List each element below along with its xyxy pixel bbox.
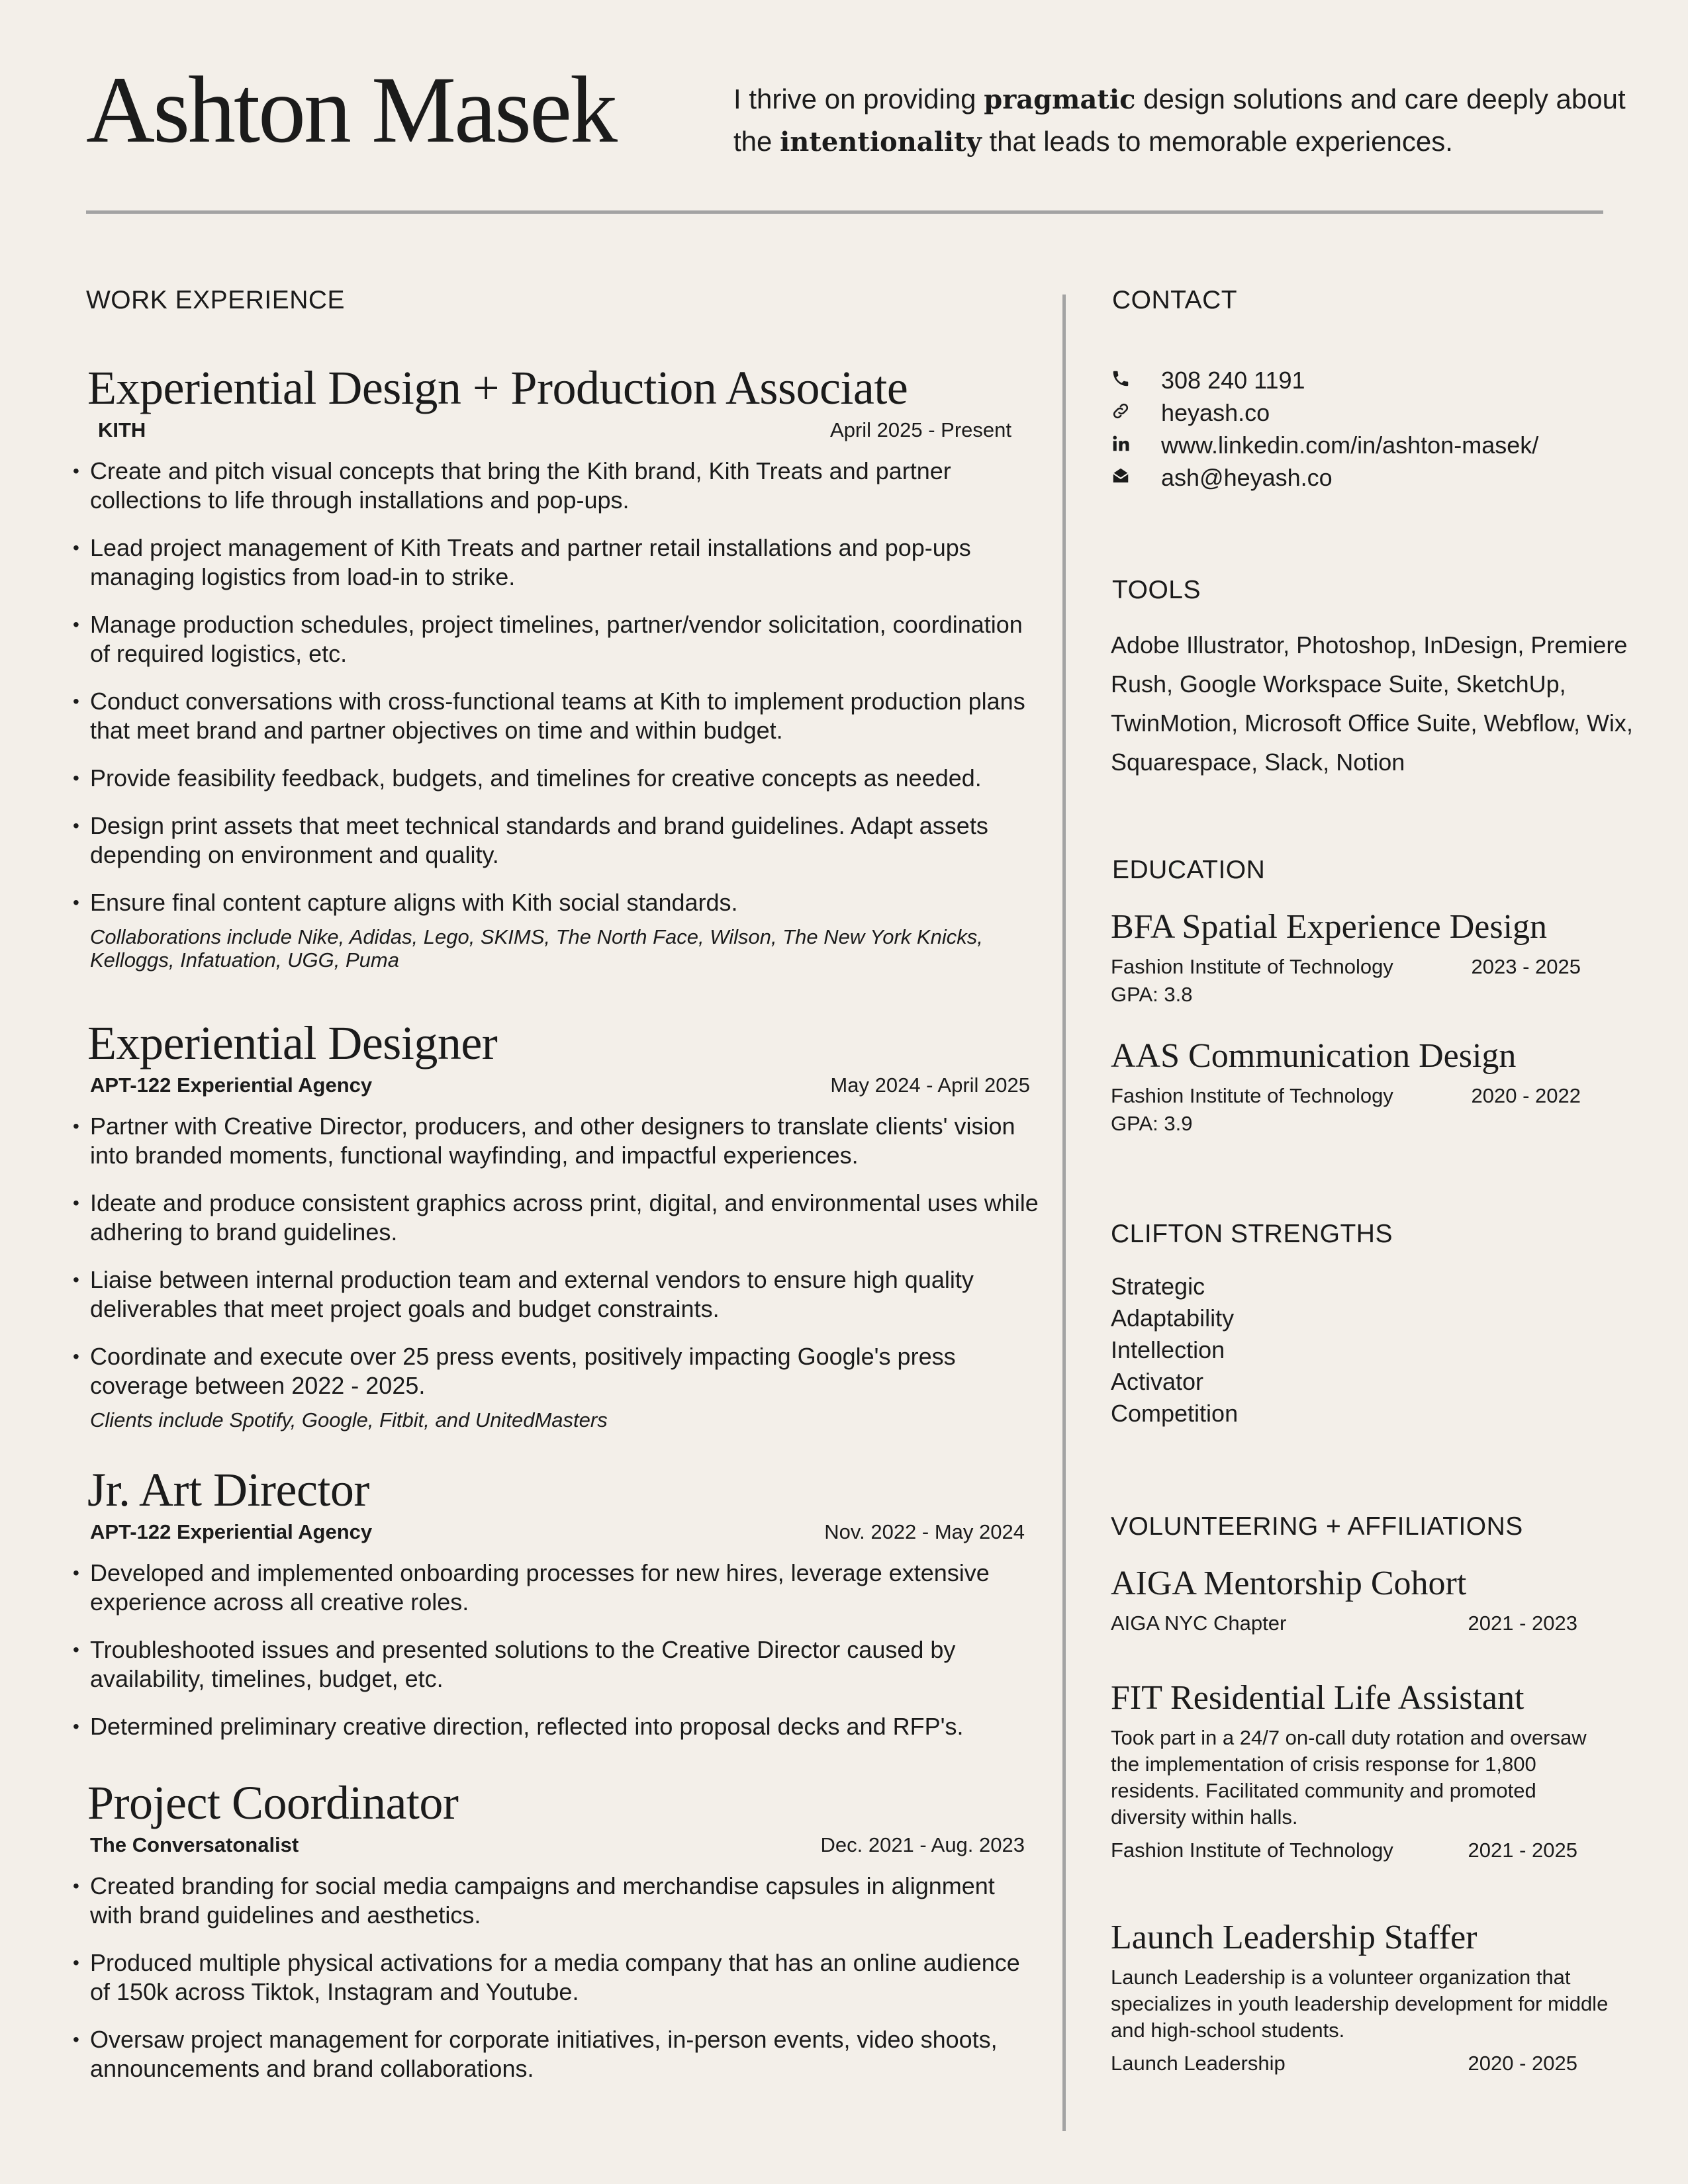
volunteer-description: Took part in a 24/7 on-call duty rotation and oversaw the implementation of crisis response for 1,800 residents. Facilitated community and promoted diversity within halls. bbox=[1111, 1726, 1587, 1829]
volunteering-heading: VOLUNTEERING + AFFILIATIONS bbox=[1111, 1512, 1523, 1541]
bullet-item: • Oversaw project management for corporate initiatives, in-person events, video shoots, announcements and brand collaborations. bbox=[73, 2025, 1039, 2083]
header-divider bbox=[86, 210, 1603, 214]
bullet-item: • Lead project management of Kith Treats and partner retail installations and pop-ups managing logistics from load-in to strike. bbox=[73, 533, 1039, 592]
job-bullets bbox=[73, 457, 1039, 917]
job-title: Experiential Designer bbox=[87, 1017, 498, 1069]
work-experience-heading: WORK EXPERIENCE bbox=[86, 286, 346, 314]
tagline bbox=[733, 78, 1647, 163]
bullet-item: • Provide feasibility feedback, budgets, and timelines for creative concepts as needed. bbox=[73, 764, 1039, 793]
job-company: KITH bbox=[98, 418, 146, 441]
job-dates: Dec. 2021 - Aug. 2023 bbox=[820, 1833, 1025, 1856]
tagline-text: I thrive on providing bbox=[733, 83, 984, 114]
link-icon bbox=[1111, 399, 1161, 427]
job-dates: May 2024 - April 2025 bbox=[830, 1073, 1030, 1097]
education-years: 2020 - 2022 bbox=[1471, 1084, 1581, 1107]
tagline-emphasis: pragmatic bbox=[984, 84, 1136, 115]
bullet-item: • Liaise between internal production team and external vendors to ensure high quality deliverables that meet project goals and budget constraints. bbox=[73, 1265, 1039, 1324]
degree-title: BFA Spatial Experience Design bbox=[1111, 908, 1548, 946]
volunteer-title: AIGA Mentorship Cohort bbox=[1111, 1565, 1467, 1602]
job-meta bbox=[90, 1833, 1030, 1857]
volunteer-meta bbox=[1111, 1839, 1577, 1862]
job-note: Collaborations include Nike, Adidas, Lego, SKIMS, The North Face, Wilson, The New York Knicks, Kelloggs, Infatuation, UGG, Puma bbox=[90, 925, 983, 972]
bullet-item: • Created branding for social media campaigns and merchandise capsules in alignment with brand guidelines and aesthetics. bbox=[73, 1872, 1039, 1930]
job-title: Project Coordinator bbox=[87, 1776, 459, 1829]
volunteer-years: 2021 - 2023 bbox=[1468, 1612, 1577, 1635]
job-bullets bbox=[73, 1559, 1039, 1741]
bullet-item: • Coordinate and execute over 25 press events, positively impacting Google's press coverage between 2022 - 2025. bbox=[73, 1342, 1039, 1400]
job-title: Experiential Design + Production Associate bbox=[87, 361, 908, 414]
website-link[interactable]: heyash.co bbox=[1161, 398, 1270, 426]
volunteer-years: 2021 - 2025 bbox=[1468, 1839, 1577, 1862]
phone-number[interactable]: 308 240 1191 bbox=[1161, 366, 1305, 394]
contact-linkedin bbox=[1111, 429, 1640, 461]
education-years: 2023 - 2025 bbox=[1471, 955, 1581, 978]
volunteer-entry bbox=[1111, 1681, 1640, 1862]
bullet-item: • Partner with Creative Director, producers, and other designers to translate clients' vision into branded moments, functional wayfinding, and impactful experiences. bbox=[73, 1112, 1039, 1170]
job-company: The Conversatonalist bbox=[90, 1833, 299, 1856]
strength-item: Adaptability bbox=[1111, 1304, 1235, 1332]
job-company: APT-122 Experiential Agency bbox=[90, 1520, 373, 1543]
education-meta bbox=[1111, 955, 1581, 979]
volunteer-years: 2020 - 2025 bbox=[1468, 2052, 1577, 2075]
volunteer-description: Launch Leadership is a volunteer organization that specializes in youth leadership development for middle and high-school students. bbox=[1111, 1966, 1609, 2042]
volunteer-org: Fashion Institute of Technology bbox=[1111, 1839, 1393, 1862]
job-dates: Nov. 2022 - May 2024 bbox=[824, 1520, 1025, 1543]
job-bullets bbox=[73, 1112, 1039, 1400]
bullet-item: • Create and pitch visual concepts that bring the Kith brand, Kith Treats and partner collections to life through installations and pop-ups. bbox=[73, 457, 1039, 515]
contact-email bbox=[1111, 461, 1640, 494]
job-entry bbox=[73, 1463, 1039, 1760]
bullet-item: • Ideate and produce consistent graphics across print, digital, and environmental uses while adhering to brand guidelines. bbox=[73, 1189, 1039, 1247]
strength-item: Activator bbox=[1111, 1368, 1204, 1395]
volunteer-title: Launch Leadership Staffer bbox=[1111, 1919, 1477, 1956]
tools-heading: TOOLS bbox=[1112, 576, 1201, 604]
strength-item: Strategic bbox=[1111, 1273, 1205, 1300]
tagline-emphasis: intentionality bbox=[780, 126, 982, 158]
tagline-text: that leads to memorable experiences. bbox=[981, 126, 1453, 157]
job-entry bbox=[73, 1776, 1039, 2102]
bullet-item: • Conduct conversations with cross-functional teams at Kith to implement production plans that meet brand and partner objectives on time and within budget. bbox=[73, 687, 1039, 745]
strengths-heading: CLIFTON STRENGTHS bbox=[1111, 1220, 1393, 1248]
bullet-item: • Troubleshooted issues and presented solutions to the Creative Director caused by availability, timelines, budget, etc. bbox=[73, 1635, 1039, 1694]
education-meta bbox=[1111, 1084, 1581, 1108]
volunteer-entry bbox=[1111, 1567, 1640, 1635]
education-entry bbox=[1111, 910, 1640, 1007]
gpa: GPA: 3.9 bbox=[1111, 1112, 1193, 1135]
job-entry bbox=[73, 361, 1039, 972]
email-link[interactable]: ash@heyash.co bbox=[1161, 463, 1333, 491]
phone-icon bbox=[1111, 367, 1161, 394]
strength-item: Intellection bbox=[1111, 1336, 1225, 1363]
job-meta bbox=[90, 418, 1030, 442]
degree-title: AAS Communication Design bbox=[1111, 1037, 1517, 1075]
job-note: Clients include Spotify, Google, Fitbit, and UnitedMasters bbox=[90, 1408, 608, 1432]
strength-item: Competition bbox=[1111, 1400, 1239, 1427]
bullet-item: • Produced multiple physical activations for a media company that has an online audience of 150k across Tiktok, Instagram and Youtube. bbox=[73, 1948, 1039, 2007]
strengths-list bbox=[1111, 1271, 1640, 1430]
bullet-item: • Design print assets that meet technical standards and brand guidelines. Adapt assets depending on environment and quality. bbox=[73, 811, 1039, 870]
job-entry bbox=[73, 1019, 1039, 1432]
volunteer-entry bbox=[1111, 1921, 1640, 2075]
contact-heading: CONTACT bbox=[1112, 286, 1238, 314]
mail-icon bbox=[1111, 464, 1161, 492]
contact-phone bbox=[1111, 364, 1640, 396]
bullet-item: • Manage production schedules, project timelines, partner/vendor solicitation, coordination of required logistics, etc. bbox=[73, 610, 1039, 668]
contact-website bbox=[1111, 396, 1640, 429]
gpa: GPA: 3.8 bbox=[1111, 983, 1193, 1006]
job-meta bbox=[90, 1520, 1030, 1544]
tagline-text: design solutions and care deeply about the bbox=[733, 83, 1626, 157]
education-heading: EDUCATION bbox=[1112, 856, 1266, 884]
job-bullets bbox=[73, 1872, 1039, 2083]
resume-name: Ashton Masek bbox=[86, 58, 616, 163]
volunteer-meta bbox=[1111, 1612, 1577, 1635]
school-name: Fashion Institute of Technology bbox=[1111, 1084, 1393, 1107]
linkedin-link[interactable]: www.linkedin.com/in/ashton-masek/ bbox=[1161, 431, 1539, 459]
job-company: APT-122 Experiential Agency bbox=[90, 1073, 373, 1097]
job-title: Jr. Art Director bbox=[87, 1463, 369, 1516]
contact-list bbox=[1111, 364, 1640, 494]
bullet-item: • Ensure final content capture aligns with Kith social standards. bbox=[73, 888, 1039, 917]
bullet-item: • Determined preliminary creative direction, reflected into proposal decks and RFP's. bbox=[73, 1712, 1039, 1741]
volunteer-meta bbox=[1111, 2052, 1577, 2075]
column-divider bbox=[1062, 295, 1066, 2131]
job-meta bbox=[90, 1073, 1030, 1097]
education-entry bbox=[1111, 1039, 1640, 1136]
school-name: Fashion Institute of Technology bbox=[1111, 955, 1393, 978]
linkedin-icon bbox=[1111, 432, 1161, 459]
volunteer-org: Launch Leadership bbox=[1111, 2052, 1286, 2075]
volunteer-title: FIT Residential Life Assistant bbox=[1111, 1679, 1524, 1717]
bullet-item: • Developed and implemented onboarding processes for new hires, leverage extensive experience across all creative roles. bbox=[73, 1559, 1039, 1617]
volunteer-org: AIGA NYC Chapter bbox=[1111, 1612, 1287, 1635]
tools-list: Adobe Illustrator, Photoshop, InDesign, Premiere Rush, Google Workspace Suite, SketchUp, TwinMotion, Microsoft Office Suite, Webflow, Wix, Squarespace, Slack, Notion bbox=[1111, 631, 1633, 776]
job-dates: April 2025 - Present bbox=[830, 418, 1011, 441]
